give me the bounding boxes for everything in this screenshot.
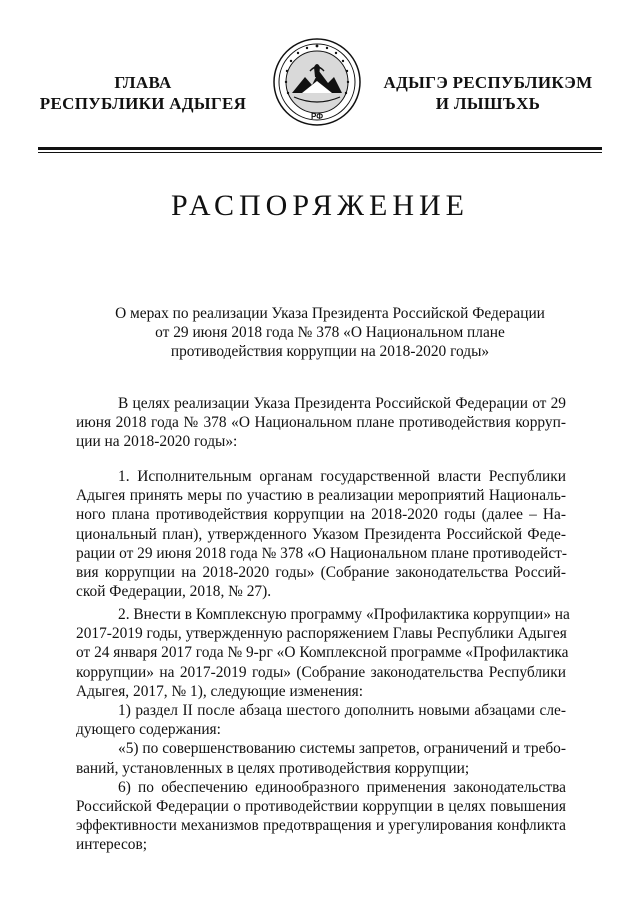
text-line: коррупции» на 2017-2019 годы» (Собрание законодательства Республики: [76, 663, 566, 681]
issuer-line: АДЫГЭ РЕСПУБЛИКЭМ: [383, 73, 593, 92]
subject-line: от 29 июня 2018 года № 378 «О Национальном плане: [155, 324, 505, 341]
text-line: Адыгея принять меры по участию в реализации мероприятий Националь-: [76, 487, 566, 505]
issuer-line: И ЛЫШЪХЬ: [435, 94, 541, 113]
text-line: дующего содержания:: [76, 721, 221, 739]
coat-of-arms-emblem: [272, 37, 362, 127]
text-line: 6) по обеспечению единообразного применения законодательства: [118, 778, 566, 796]
header-divider: [38, 147, 602, 150]
text-line: Адыгея, 2017, № 1), следующие изменения:: [76, 682, 364, 700]
subject-line: противодействия коррупции на 2018-2020 годы»: [170, 343, 490, 360]
text-line: «5) по совершенствованию системы запретов, ограничений и требо-: [118, 740, 566, 758]
text-line: Российской Федерации о противодействии коррупции в целях повышения: [76, 797, 566, 815]
text-line: рации от 29 июня 2018 года № 378 «О Национальном плане противодейст-: [76, 544, 568, 562]
issuer-title-adyghe: [383, 72, 593, 114]
text-line: ской Федерации, 2018, № 27).: [76, 583, 272, 601]
clause-1-paragraph: [76, 467, 566, 601]
text-line: 1) раздел II после абзаца шестого дополнить новыми абзацами сле-: [118, 701, 566, 719]
issuer-line: РЕСПУБЛИКИ АДЫГЕЯ: [39, 94, 247, 113]
text-line: В целях реализации Указа Президента Российской Федерации от 29: [118, 395, 566, 412]
header-divider-thin: [38, 152, 602, 153]
document-title: РАСПОРЯЖЕНИЕ: [170, 189, 470, 222]
issuer-title-russian: [38, 72, 248, 114]
clause-2-paragraph: [76, 605, 570, 854]
emblem-icon: [272, 37, 362, 127]
text-line: ваний, установленных в целях противодействия коррупции;: [76, 759, 470, 777]
subject-line: О мерах по реализации Указа Президента Российской Федерации: [115, 305, 545, 322]
text-line: эффективности механизмов предотвращения и урегулирования конфликта: [76, 817, 566, 835]
text-line: интересов;: [76, 836, 148, 854]
text-line: 2. Внести в Комплексную программу «Профилактика коррупции» на: [118, 606, 570, 623]
preamble-paragraph: [76, 394, 566, 452]
text-line: вия коррупции на 2018-2020 годы» (Собрание законодательства Россий-: [76, 563, 566, 581]
text-line: ного плана противодействия коррупции на 2018-2020 годы (далее – На-: [76, 506, 566, 524]
issuer-line: ГЛАВА: [114, 73, 172, 92]
svg-text:РФ: РФ: [310, 112, 324, 121]
document-subject: [80, 304, 580, 361]
text-line: июня 2018 года № 378 «О Национальном плане противодействия корруп-: [76, 414, 566, 432]
text-line: 2017-2019 годы, утвержденную распоряжением Главы Республики Адыгея: [76, 625, 567, 643]
text-line: 1. Исполнительным органам государственной власти Республики: [118, 468, 566, 485]
text-line: циональный план), утвержденного Указом Президента Российской Феде-: [76, 525, 566, 543]
text-line: от 24 января 2017 года № 9-рг «О Комплексной программе «Профилактика: [76, 644, 569, 662]
text-line: ции на 2018-2020 годы»:: [76, 433, 238, 451]
